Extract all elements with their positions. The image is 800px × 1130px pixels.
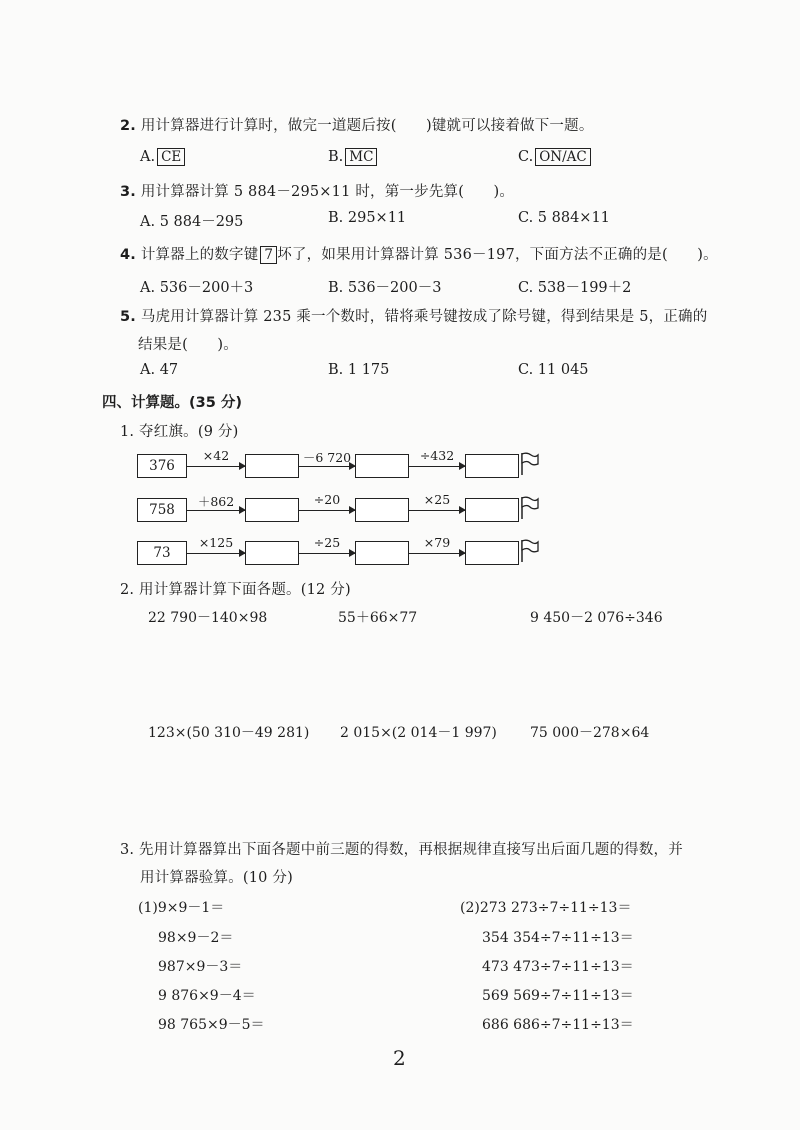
question-number: 3. [120,184,136,200]
option-c [518,148,591,166]
question-3 [120,180,514,201]
option-c: C. 538－199＋2 [518,280,632,296]
part-1-title: 1. 夺红旗。(9 分) [120,424,239,440]
calculator-key-mc: MC [345,148,377,166]
operation-label: ÷20 [313,492,341,507]
calculator-key-on-ac: ON/AC [535,148,591,166]
option-b: B. 1 175 [328,362,390,378]
pattern-expression: 98×9－2＝ [158,930,234,946]
question-2 [120,114,594,135]
start-number-box: 73 [137,541,187,565]
arrow-icon [299,553,355,554]
question-text: 用计算器进行计算时，做完一道题后按( )键就可以接着做下一题。 [140,118,594,134]
option-letter: B. [328,149,344,165]
calc-expression: 75 000－278×64 [530,725,650,741]
option-b: B. 536－200－3 [328,280,442,296]
option-a: A. 47 [140,362,179,378]
question-text: 马虎用计算器计算 235 乘一个数时，错将乘号键按成了除号键，得到结果是 5，正确的 [140,309,708,325]
question-5 [120,305,707,326]
option-letter: C. [518,149,534,165]
page-number: 2 [393,1046,406,1070]
question-number: 2. [120,118,136,134]
calc-expression: 123×(50 310－49 281) [148,725,310,741]
answer-box[interactable] [465,498,519,522]
red-flag-icon [519,452,539,476]
answer-box[interactable] [245,541,299,565]
question-text: 用计算器计算 5 884－295×11 时，第一步先算( )。 [140,184,515,200]
question-number: 5. [120,309,136,325]
operation-label: －6 720 [302,450,352,465]
operation-label: ÷432 [419,448,455,463]
answer-box[interactable] [465,541,519,565]
arrow-icon [409,553,465,554]
calculator-key-ce: CE [157,148,185,166]
question-text: 坏了，如果用计算器计算 536－197，下面方法不正确的是( )。 [277,247,718,263]
answer-box[interactable] [465,454,519,478]
pattern-expression: 987×9－3＝ [158,959,243,975]
operation-label: ×125 [198,535,234,550]
arrow-icon [409,510,465,511]
operation-label: ＋862 [197,494,235,509]
answer-box[interactable] [355,454,409,478]
question-text-line2: 结果是( )。 [138,337,238,353]
pattern-expression: 473 473÷7÷11÷13＝ [482,959,634,975]
part-3-title: 3. 先用计算器算出下面各题中前三题的得数，再根据规律直接写出后面几题的得数，并 [120,842,683,858]
pattern-expression: 569 569÷7÷11÷13＝ [482,988,634,1004]
calc-expression: 2 015×(2 014－1 997) [340,725,497,741]
operation-label: ÷25 [313,535,341,550]
start-number-box: 376 [137,454,187,478]
question-4 [120,243,718,264]
pattern-expression: 354 354÷7÷11÷13＝ [482,930,634,946]
answer-box[interactable] [245,498,299,522]
question-number: 4. [120,247,136,263]
arrow-icon [299,466,355,467]
part-3-title-line2: 用计算器验算。(10 分) [140,870,293,886]
calculator-key-7: 7 [260,246,277,264]
calc-expression: 9 450－2 076÷346 [530,610,663,626]
option-b [328,148,377,166]
pattern-expression: (2)273 273÷7÷11÷13＝ [460,900,632,916]
answer-box[interactable] [355,541,409,565]
pattern-expression: 9 876×9－4＝ [158,988,256,1004]
option-b: B. 295×11 [328,210,407,226]
calc-expression: 55＋66×77 [338,610,418,626]
operation-label: ×42 [202,448,230,463]
operation-label: ×25 [423,492,451,507]
option-a: A. 536－200＋3 [140,280,254,296]
question-text: 计算器上的数字键 [140,247,259,263]
answer-box[interactable] [245,454,299,478]
pattern-expression: (1)9×9－1＝ [138,900,225,916]
part-2-title: 2. 用计算器计算下面各题。(12 分) [120,582,351,598]
option-a: A. 5 884－295 [140,214,244,230]
arrow-icon [187,553,245,554]
operation-label: ×79 [423,535,451,550]
arrow-icon [187,510,245,511]
arrow-icon [187,466,245,467]
option-c: C. 5 884×11 [518,210,610,226]
calc-expression: 22 790－140×98 [148,610,268,626]
arrow-icon [409,466,465,467]
answer-box[interactable] [355,498,409,522]
red-flag-icon [519,496,539,520]
section-title: 四、计算题。(35 分) [102,395,242,411]
arrow-icon [299,510,355,511]
start-number-box: 758 [137,498,187,522]
option-letter: A. [140,149,156,165]
red-flag-icon [519,539,539,563]
option-a [140,148,185,166]
option-c: C. 11 045 [518,362,589,378]
pattern-expression: 686 686÷7÷11÷13＝ [482,1017,634,1033]
pattern-expression: 98 765×9－5＝ [158,1017,265,1033]
